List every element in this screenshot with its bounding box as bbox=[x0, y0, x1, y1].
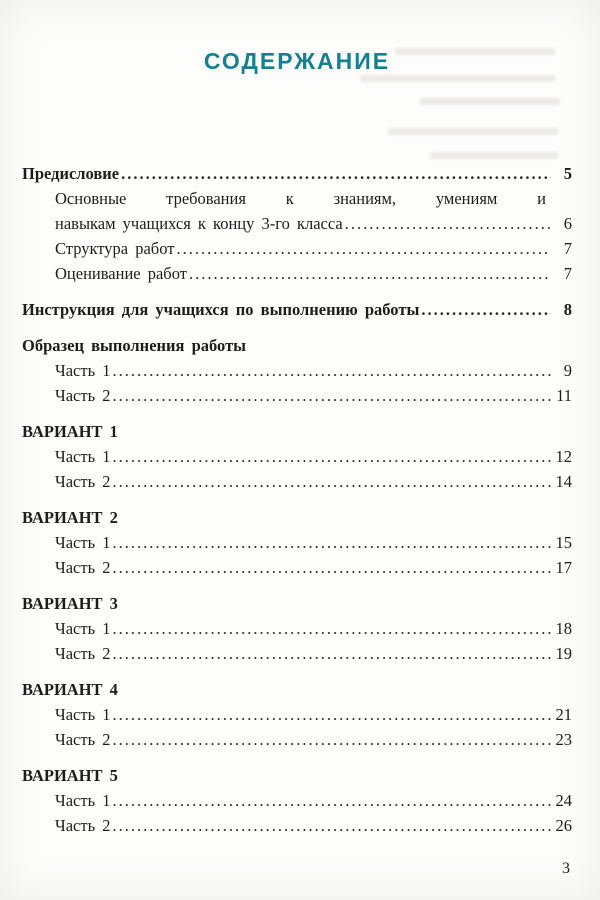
toc-entry-page: 17 bbox=[555, 558, 572, 577]
toc-row bbox=[22, 333, 572, 358]
bleedthrough-artifact bbox=[360, 75, 555, 82]
toc-entry-page: 14 bbox=[555, 472, 572, 491]
toc-entry-page: 18 bbox=[555, 619, 572, 638]
toc-row bbox=[22, 727, 572, 752]
toc-row bbox=[22, 161, 572, 186]
bleedthrough-artifact bbox=[430, 152, 558, 159]
toc-entry-label: ВАРИАНТ 2 bbox=[22, 508, 118, 527]
toc-entry-label: Часть 2 bbox=[55, 816, 111, 835]
toc-entry-label: Часть 1 bbox=[55, 705, 111, 724]
toc-entry-label: Часть 2 bbox=[55, 386, 111, 405]
toc-entry-page: 23 bbox=[555, 730, 572, 749]
dot-leader bbox=[112, 444, 551, 469]
toc-entry-label: Предисловие bbox=[22, 164, 120, 183]
bleedthrough-artifact bbox=[420, 98, 560, 105]
toc-entry-page: 5 bbox=[563, 164, 572, 183]
toc-entry-label: Образец выполнения работы bbox=[22, 336, 247, 355]
toc-row bbox=[22, 555, 572, 580]
toc-entry-page: 19 bbox=[555, 644, 572, 663]
dot-leader bbox=[112, 555, 551, 580]
dot-leader bbox=[189, 261, 551, 286]
dot-leader bbox=[176, 236, 551, 261]
toc-entry-label: Часть 1 bbox=[55, 619, 111, 638]
toc-row bbox=[22, 469, 572, 494]
toc-row bbox=[22, 186, 572, 211]
toc-row bbox=[22, 211, 572, 236]
toc-row bbox=[22, 419, 572, 444]
toc-entry-page: 21 bbox=[555, 705, 572, 724]
toc-entry-label: Оценивание работ bbox=[55, 264, 187, 283]
toc-row bbox=[22, 261, 572, 286]
dot-leader bbox=[345, 211, 551, 236]
toc-row bbox=[22, 788, 572, 813]
toc-row bbox=[22, 444, 572, 469]
toc-row bbox=[22, 641, 572, 666]
toc-row bbox=[22, 297, 572, 322]
toc-entry-page: 7 bbox=[563, 264, 572, 283]
toc-entry-page: 6 bbox=[563, 214, 572, 233]
toc-entry-label: Структура работ bbox=[55, 239, 175, 258]
dot-leader bbox=[112, 530, 551, 555]
toc-entry-page: 9 bbox=[563, 361, 572, 380]
toc-row bbox=[22, 616, 572, 641]
toc-row bbox=[22, 383, 572, 408]
toc-entry-label: Часть 2 bbox=[55, 472, 111, 491]
toc-row bbox=[22, 530, 572, 555]
dot-leader bbox=[112, 358, 551, 383]
toc-entry-label: ВАРИАНТ 4 bbox=[22, 680, 118, 699]
toc-row bbox=[22, 505, 572, 530]
toc-row bbox=[22, 236, 572, 261]
toc-row bbox=[22, 591, 572, 616]
dot-leader bbox=[112, 788, 551, 813]
toc-entry-label: Часть 1 bbox=[55, 791, 111, 810]
toc-row bbox=[22, 763, 572, 788]
toc-entry-page: 15 bbox=[555, 533, 572, 552]
toc-entry-label: навыкам учащихся к концу 3-го класса bbox=[55, 214, 343, 233]
toc-entries bbox=[22, 161, 572, 838]
dot-leader bbox=[112, 469, 551, 494]
toc-row bbox=[22, 702, 572, 727]
dot-leader bbox=[421, 297, 551, 322]
toc-entry-label: Основные требования к знаниям, умениям и bbox=[55, 189, 546, 208]
toc-row bbox=[22, 358, 572, 383]
dot-leader bbox=[112, 727, 551, 752]
toc-entry-label: Часть 2 bbox=[55, 644, 111, 663]
toc-entry-label: Часть 2 bbox=[55, 730, 111, 749]
toc-entry-page: 12 bbox=[555, 447, 572, 466]
toc-row bbox=[22, 677, 572, 702]
toc-entry-page: 26 bbox=[555, 816, 572, 835]
dot-leader bbox=[112, 702, 551, 727]
toc-entry-label: ВАРИАНТ 5 bbox=[22, 766, 118, 785]
dot-leader bbox=[112, 616, 551, 641]
toc-row bbox=[22, 813, 572, 838]
dot-leader bbox=[112, 383, 551, 408]
toc-entry-label: Часть 2 bbox=[55, 558, 111, 577]
dot-leader bbox=[121, 161, 551, 186]
toc-entry-page: 11 bbox=[556, 386, 572, 405]
toc-entry-page: 7 bbox=[563, 239, 572, 258]
page-title: СОДЕРЖАНИЕ bbox=[203, 48, 391, 74]
toc-entry-page: 8 bbox=[563, 300, 572, 319]
toc-entry-label: ВАРИАНТ 3 bbox=[22, 594, 118, 613]
toc-entry-label: ВАРИАНТ 1 bbox=[22, 422, 118, 441]
dot-leader bbox=[112, 641, 551, 666]
bleedthrough-artifact bbox=[388, 128, 558, 135]
toc-entry-label: Часть 1 bbox=[55, 533, 111, 552]
dot-leader bbox=[112, 813, 551, 838]
toc-entry-label: Инструкция для учащихся по выполнению работы bbox=[22, 300, 420, 319]
bleedthrough-artifact bbox=[395, 48, 555, 55]
toc-entry-label: Часть 1 bbox=[55, 447, 111, 466]
folio-page-number: 3 bbox=[562, 860, 570, 877]
toc-entry-page: 24 bbox=[555, 791, 572, 810]
toc-entry-label: Часть 1 bbox=[55, 361, 111, 380]
